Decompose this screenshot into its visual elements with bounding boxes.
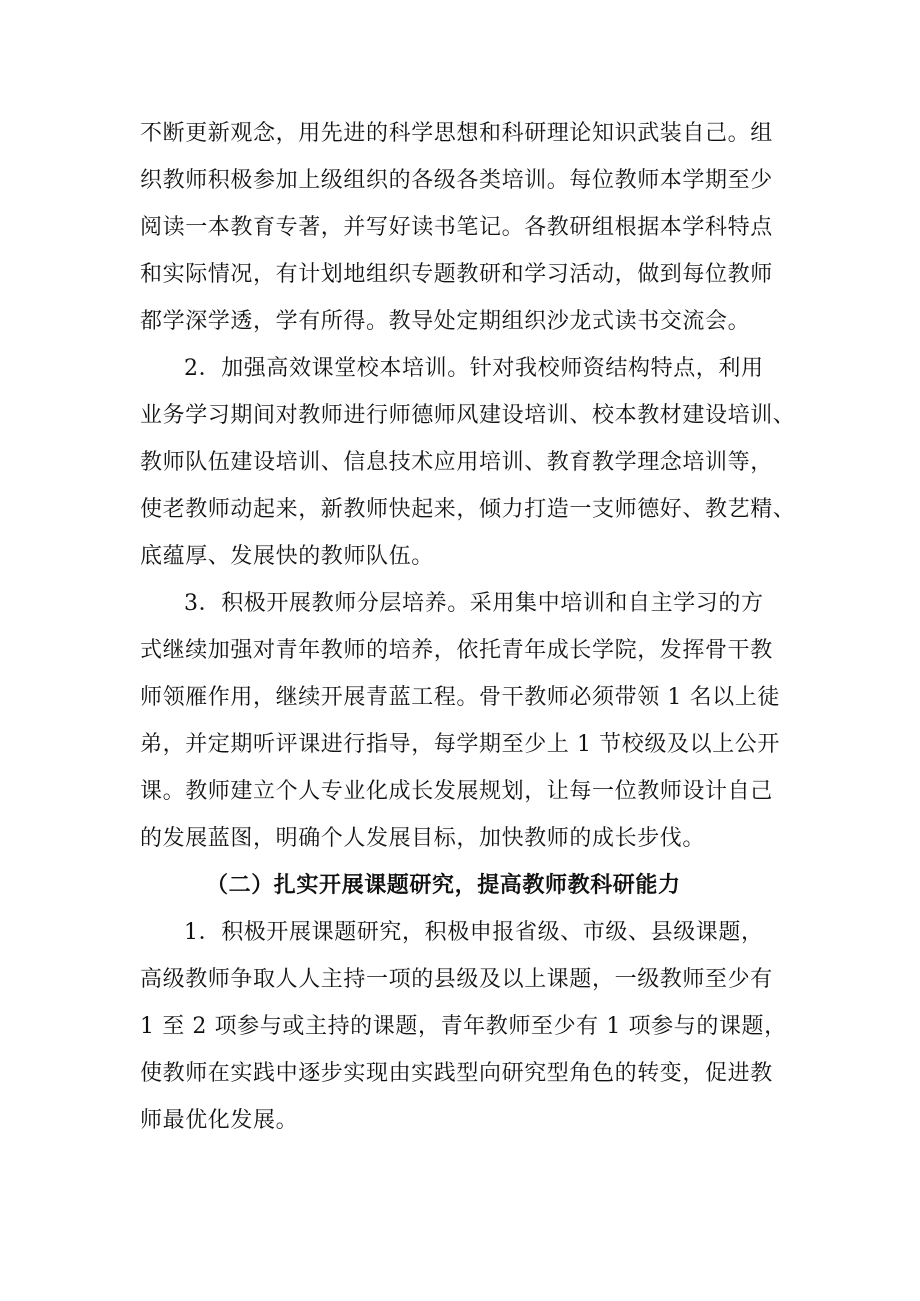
paragraph-item-2-training [140, 345, 800, 580]
text-line: 使老教师动起来，新教师快起来，倾力打造一支师德好、教艺精、 [140, 497, 796, 522]
text-line: 师最优化发展。 [140, 1108, 299, 1133]
text-line: 高级教师争取人人主持一项的县级及以上课题，一级教师至少有 [140, 967, 773, 992]
text-line: 师领雁作用，继续开展青蓝工程。骨干教师必须带领 1 名以上徒 [140, 685, 780, 710]
text-line: 都学深学透，学有所得。教导处定期组织沙龙式读书交流会。 [140, 309, 751, 334]
section-heading: （二）扎实开展课题研究，提高教师教科研能力 [206, 872, 681, 898]
text-line: 不断更新观念，用先进的科学思想和科研理论知识武装自己。组 [140, 121, 773, 146]
text-line: 使教师在实践中逐步实现由实践型向研究型角色的转变，促进教 [140, 1061, 773, 1086]
text-line: 式继续加强对青年教师的培养，依托青年成长学院，发挥骨干教 [140, 638, 773, 663]
text-line: 3．积极开展教师分层培养。采用集中培训和自主学习的方 [184, 591, 764, 616]
text-line: 1．积极开展课题研究，积极申报省级、市级、县级课题， [184, 920, 764, 945]
text-line: 2．加强高效课堂校本培训。针对我校师资结构特点，利用 [184, 356, 764, 381]
document-body [140, 110, 800, 1144]
paragraph-continued-reading [140, 110, 800, 345]
text-line: 弟，并定期听评课进行指导，每学期至少上 1 节校级及以上公开 [140, 732, 780, 757]
text-line: 1 至 2 项参与或主持的课题，青年教师至少有 1 项参与的课题， [140, 1014, 787, 1039]
text-line: 教师队伍建设培训、信息技术应用培训、教育教学理念培训等， [140, 450, 773, 475]
text-line: 和实际情况，有计划地组织专题教研和学习活动，做到每位教师 [140, 262, 773, 287]
text-line: 业务学习期间对教师进行师德师风建设培训、校本教材建设培训、 [140, 403, 796, 428]
text-line: 底蕴厚、发展快的教师队伍。 [140, 544, 434, 569]
text-line: 阅读一本教育专著，并写好读书笔记。各教研组根据本学科特点 [140, 215, 773, 240]
text-line: 的发展蓝图，明确个人发展目标，加快教师的成长步伐。 [140, 826, 706, 851]
text-line: 织教师积极参加上级组织的各级各类培训。每位教师本学期至少 [140, 168, 773, 193]
paragraph-item-1-research [140, 909, 800, 1144]
text-line: 课。教师建立个人专业化成长发展规划，让每一位教师设计自己 [140, 779, 773, 804]
paragraph-item-3-tiered-training [140, 580, 800, 862]
